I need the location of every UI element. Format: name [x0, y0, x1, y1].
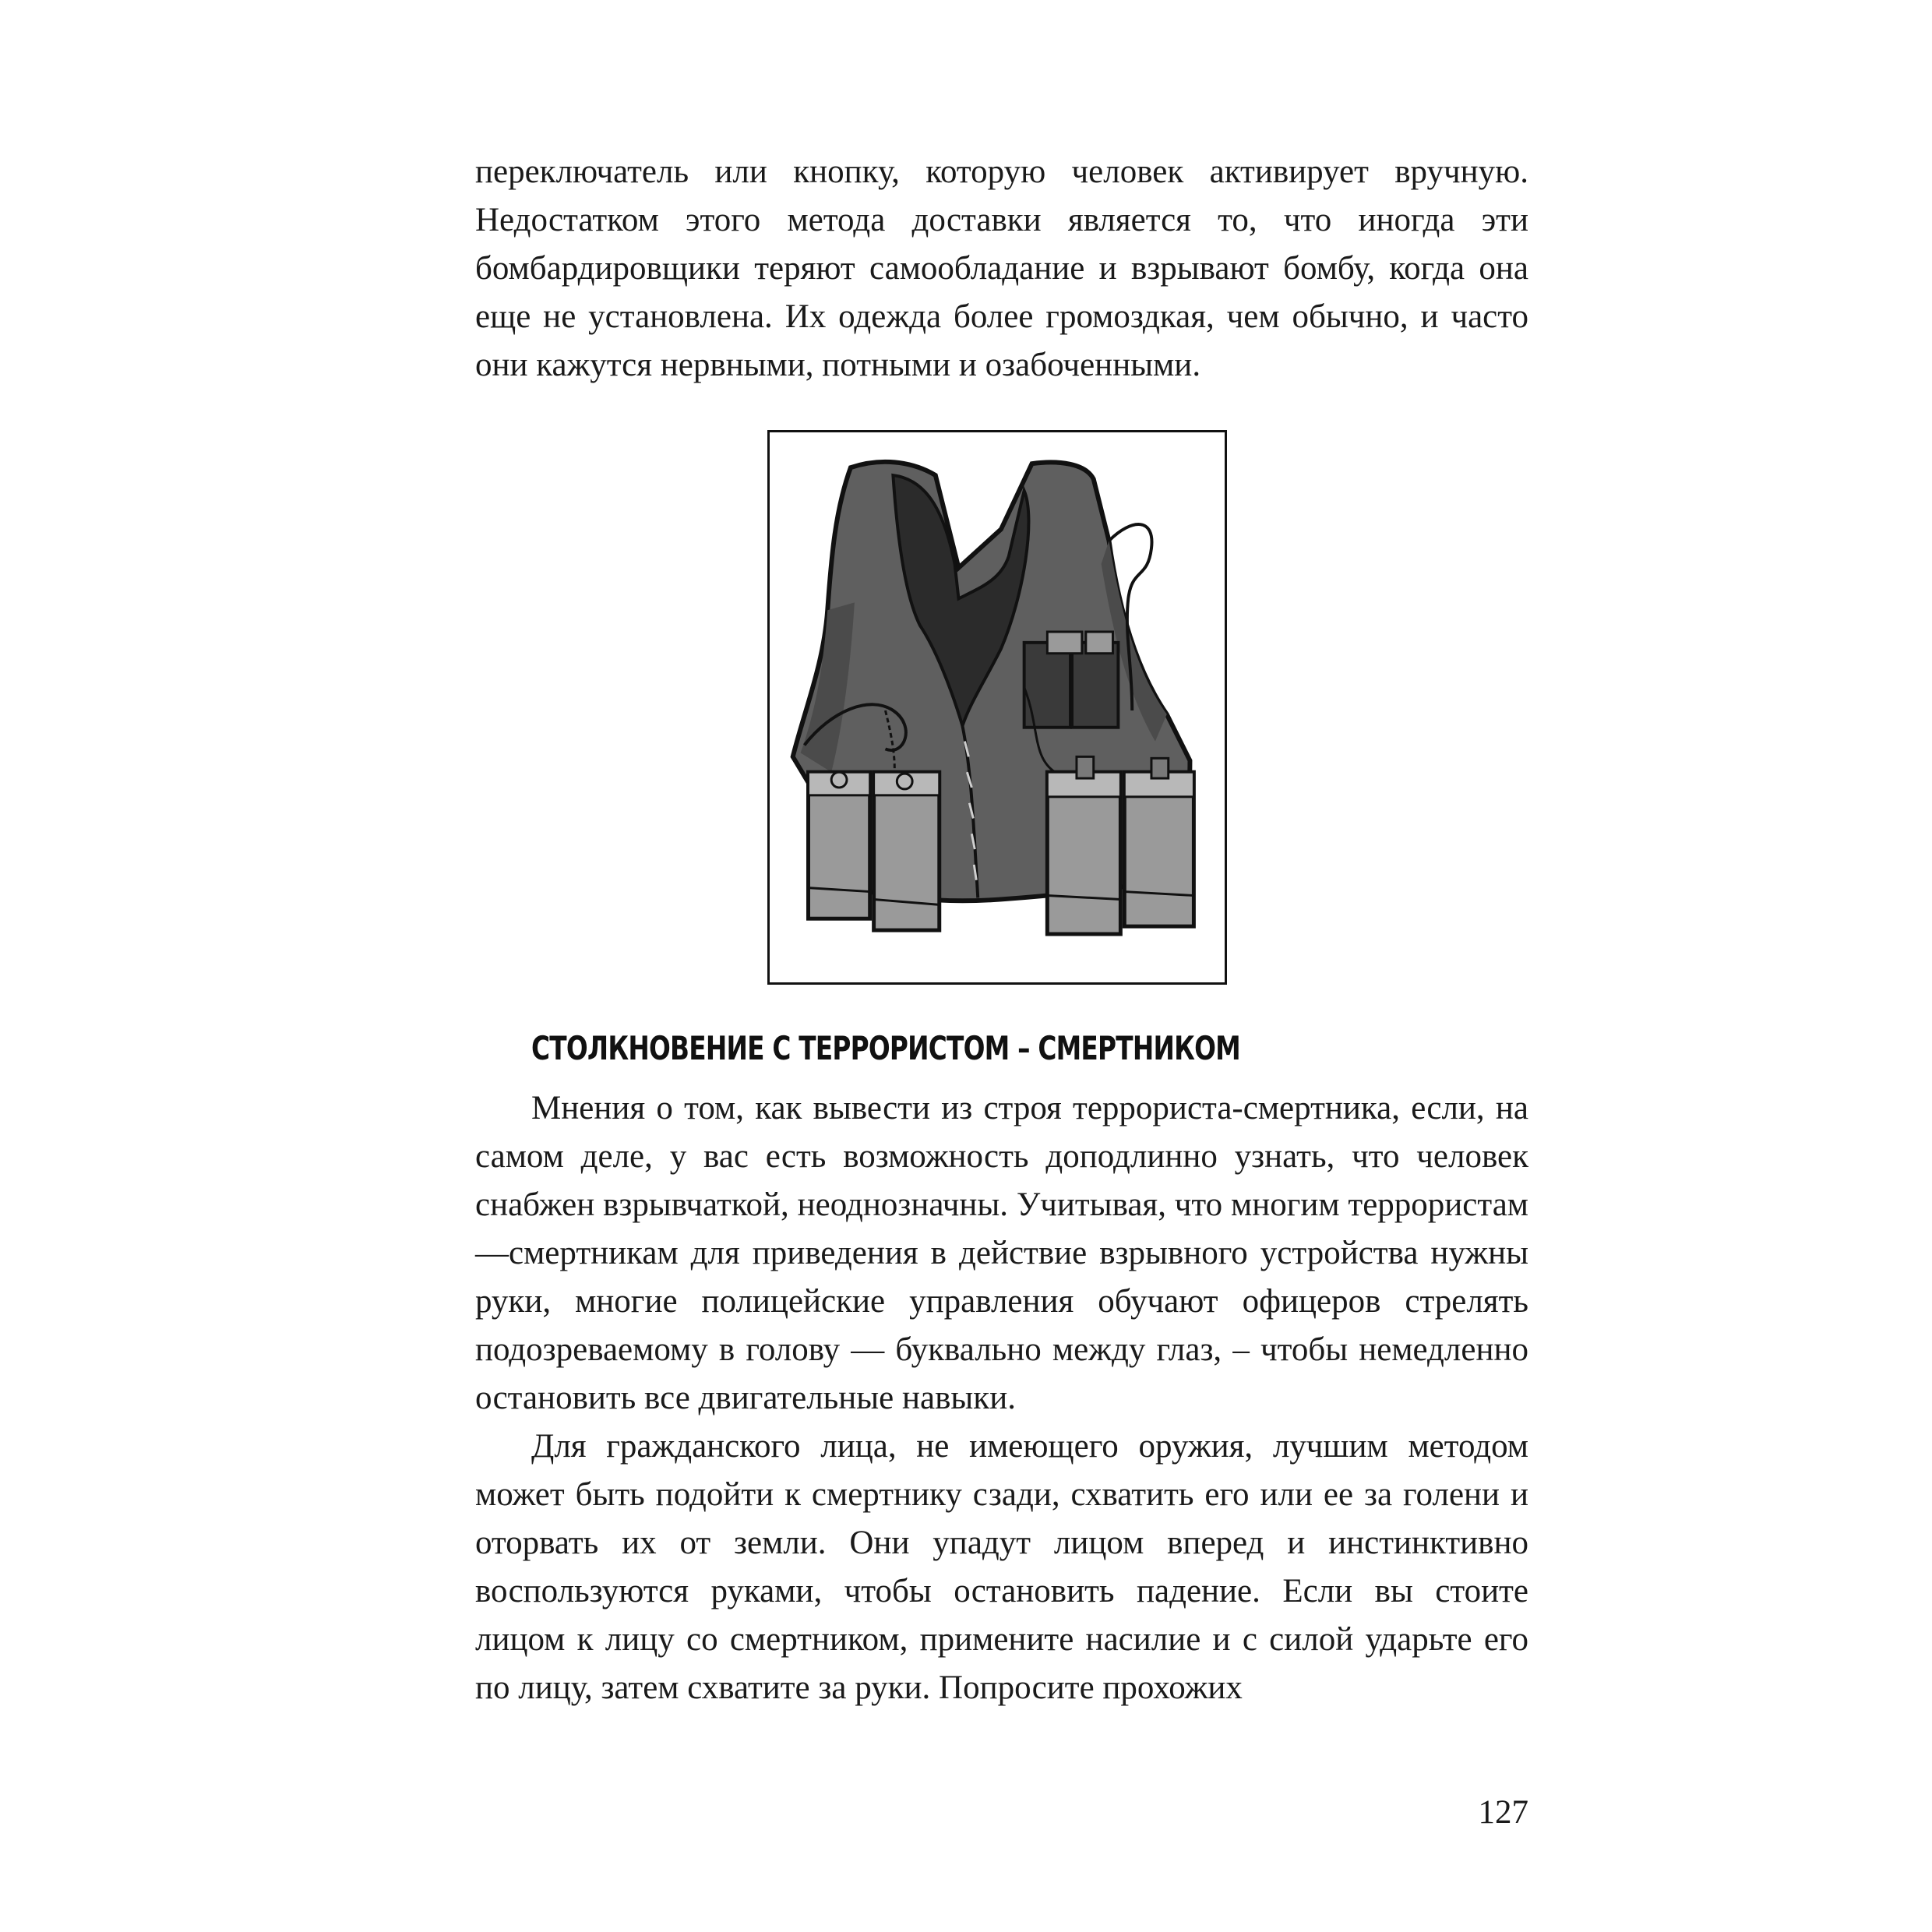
page-number: 127: [1478, 1794, 1528, 1831]
body-paragraph-2: Для гражданского лица, не имеющего оружия, лучшим методом может быть подойти к смертнику сзади, схватить его или ее за голени и оторвать их от земли. Они упадут лицом вперед и инстинктивно воспользуются руками, чтобы остановить падение. Если вы стоите лицом к лицу со смертником, примените насилие и с силой ударьте его по лицу, затем схватите за руки. Попросите прохожих: [475, 1428, 1528, 1706]
explosive-vest-icon: [770, 432, 1225, 982]
left-explosive-packs: [808, 772, 939, 930]
right-explosive-packs: [1047, 756, 1193, 934]
intro-paragraph: [475, 148, 1528, 390]
intro-paragraph-text: переключатель или кнопку, которую человек активирует вручную. Недостатком этого метода доставки является то, что иногда эти бомбардировщики теряют самообладание и взрывают бомбу, когда она еще не установлена. Их одежда более громоздкая, чем обычно, и часто они кажутся нервными, потными и озабоченными.: [475, 153, 1528, 383]
vest-illustration-frame: [767, 430, 1227, 985]
section-body: [475, 1084, 1528, 1712]
body-paragraph-1: Мнения о том, как вывести из строя террориста-смертника, если, на самом деле, у вас есть возможность доподлинно узнать, что человек снабжен взрывчаткой, неоднозначны. Учитывая, что многим террористам—смертникам для приведения в действие взрывного устройства нужны руки, многие полицейские управления обучают офицеров стрелять подозреваемому в голову — буквально между глаз, – чтобы немедленно остановить все двигательные навыки.: [475, 1090, 1528, 1416]
section-heading: СТОЛКНОВЕНИЕ С ТЕРРОРИСТОМ – СМЕРТНИКОМ: [531, 1029, 1240, 1067]
